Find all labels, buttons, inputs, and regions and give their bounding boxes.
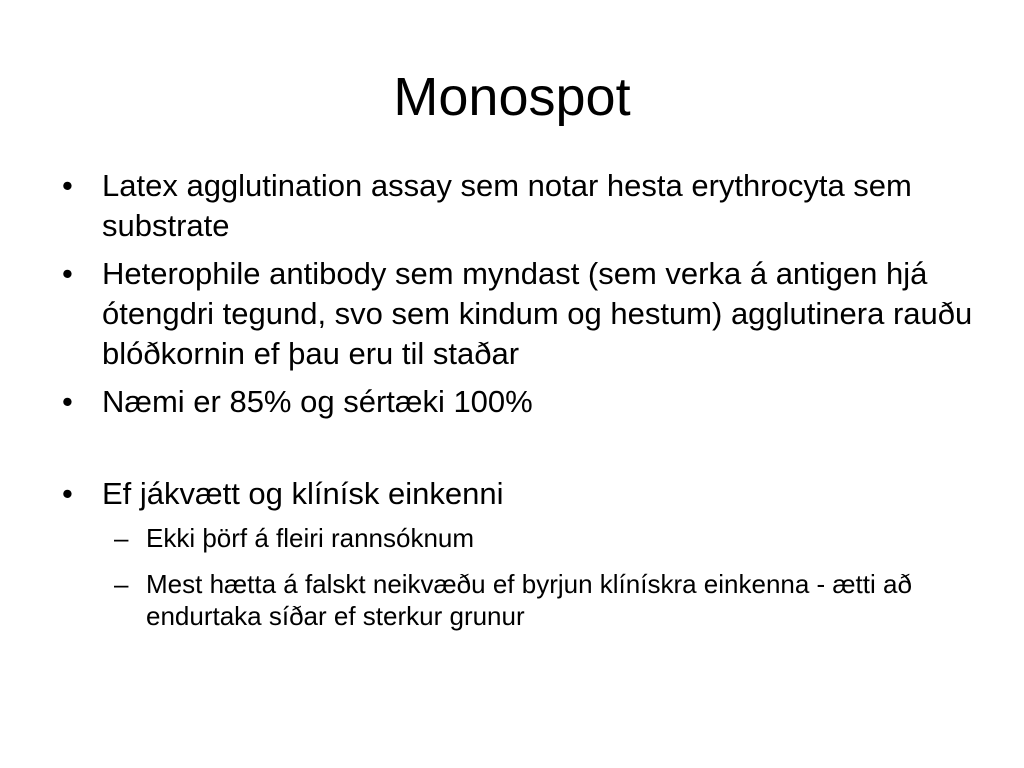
sub-bullet-item-2 [62,568,982,632]
bullet-spacer [62,430,982,474]
slide-body [62,166,982,646]
sub-bullet-text: Mest hætta á falskt neikvæðu ef byrjun klínískra einkenna - ætti að endurtaka síðar ef sterkur grunur [146,569,912,631]
sub-bullet-item-1 [62,522,982,554]
sub-bullet-text: Ekki þörf á fleiri rannsóknum [146,523,475,553]
bullet-marker: • [62,476,73,511]
sub-bullet-marker: – [114,569,129,599]
bullet-item-4 [62,474,982,514]
slide-title: Monospot [393,67,631,127]
bullet-text: Ef jákvætt og klínísk einkenni [102,476,504,511]
bullet-item-3 [62,382,982,422]
bullet-text: Latex agglutination assay sem notar hesta erythrocyta sem substrate [102,168,912,243]
bullet-item-1 [62,166,982,246]
bullet-marker: • [62,168,73,203]
bullet-marker: • [62,384,73,419]
bullet-item-2 [62,254,982,374]
sub-bullet-marker: – [114,523,129,553]
bullet-marker: • [62,256,73,291]
bullet-text: Heterophile antibody sem myndast (sem verka á antigen hjá ótengdri tegund, svo sem kindum og hestum) agglutinera rauðu blóðkornin ef þau eru til staðar [102,256,973,371]
bullet-text: Næmi er 85% og sértæki 100% [102,384,533,419]
